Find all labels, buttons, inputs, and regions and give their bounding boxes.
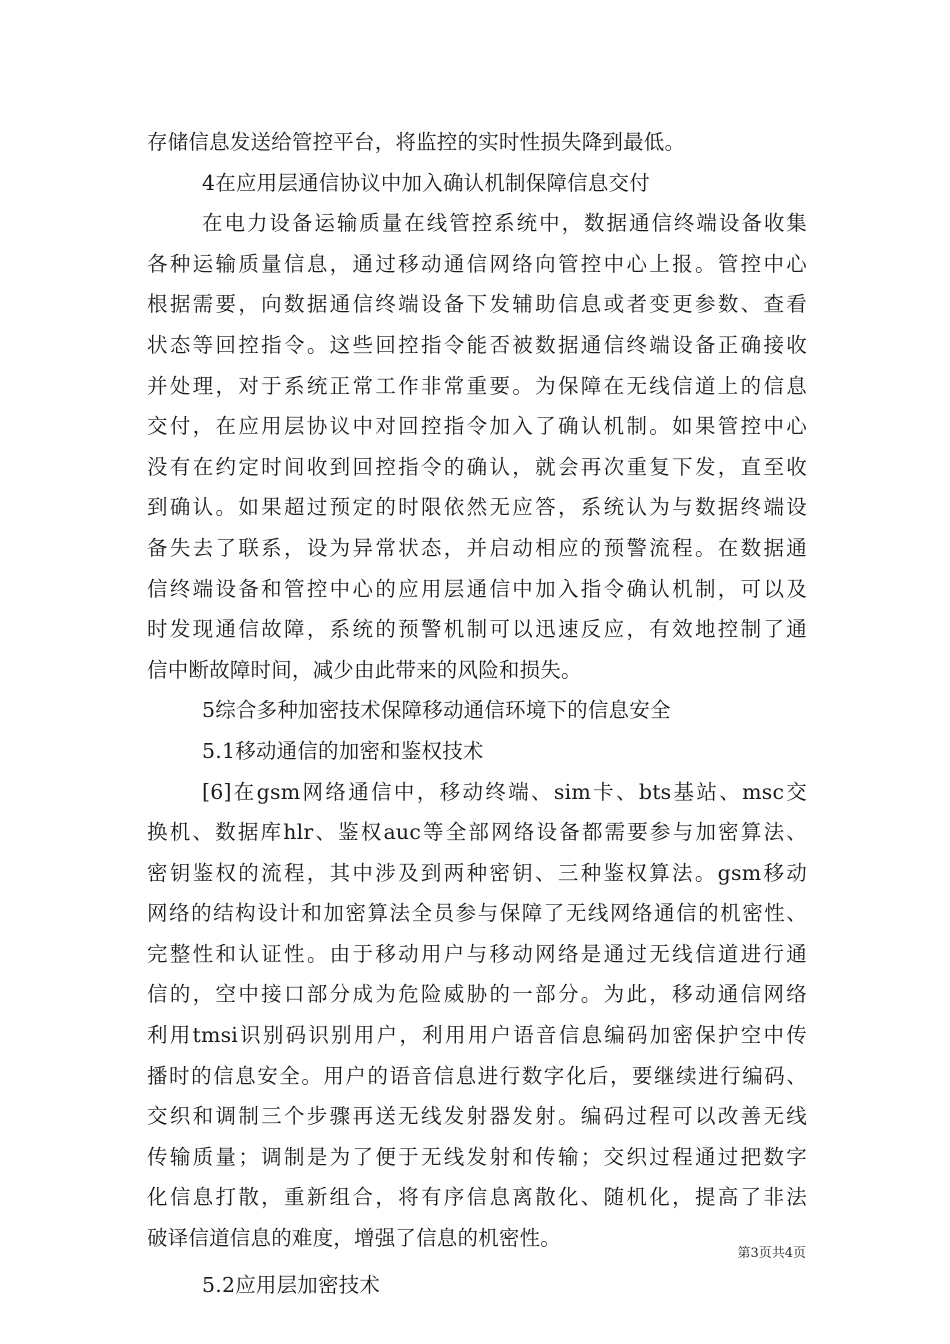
paragraph-line: 化信息打散，重新组合，将有序信息离散化、随机化，提高了非法 (147, 1185, 807, 1210)
paragraph-line: 利用tmsi识别码识别用户，利用用户语音信息编码加密保护空中传 (147, 1023, 807, 1048)
paragraph-line: [6]在gsm网络通信中，移动终端、sim卡、bts基站、msc交 (202, 779, 807, 804)
paragraph-line: 交付，在应用层协议中对回控指令加入了确认机制。如果管控中心 (147, 414, 807, 439)
paragraph-line: 网络的结构设计和加密算法全员参与保障了无线网络通信的机密性、 (147, 901, 807, 926)
subsection-heading: 5.2应用层加密技术 (202, 1272, 381, 1297)
page-number-footer: 第3页共4页 (737, 1246, 806, 1261)
paragraph-line: 播时的信息安全。用户的语音信息进行数字化后，要继续进行编码、 (147, 1063, 807, 1088)
section-heading: 4在应用层通信协议中加入确认机制保障信息交付 (202, 170, 650, 195)
paragraph-line: 备失去了联系，设为异常状态，并启动相应的预警流程。在数据通 (147, 535, 807, 560)
paragraph-line: 时发现通信故障，系统的预警机制可以迅速反应，有效地控制了通 (147, 617, 807, 642)
subsection-heading: 5.1移动通信的加密和鉴权技术 (202, 738, 484, 763)
paragraph-line: 交织和调制三个步骤再送无线发射器发射。编码过程可以改善无线 (147, 1104, 807, 1129)
paragraph-line: 存储信息发送给管控平台，将监控的实时性损失降到最低。 (147, 130, 686, 154)
section-heading: 5综合多种加密技术保障移动通信环境下的信息安全 (202, 698, 671, 723)
paragraph-line: 破译信道信息的难度，增强了信息的机密性。 (147, 1226, 561, 1251)
paragraph-line: 没有在约定时间收到回控指令的确认，就会再次重复下发，直至收 (147, 454, 807, 479)
paragraph-line: 在电力设备运输质量在线管控系统中，数据通信终端设备收集 (202, 211, 807, 236)
paragraph-line: 到确认。如果超过预定的时限依然无应答，系统认为与数据终端设 (147, 495, 807, 520)
document-body (147, 122, 807, 1305)
paragraph-line: 根据需要，向数据通信终端设备下发辅助信息或者变更参数、查看 (147, 292, 807, 317)
paragraph-line: 传输质量；调制是为了便于无线发射和传输；交织过程通过把数字 (147, 1144, 807, 1169)
paragraph-line: 完整性和认证性。由于移动用户与移动网络是通过无线信道进行通 (147, 941, 807, 966)
paragraph-line: 信的，空中接口部分成为危险威胁的一部分。为此，移动通信网络 (147, 982, 807, 1007)
paragraph-line: 状态等回控指令。这些回控指令能否被数据通信终端设备正确接收 (147, 332, 807, 357)
paragraph-line: 并处理，对于系统正常工作非常重要。为保障在无线信道上的信息 (147, 373, 807, 398)
paragraph-line: 各种运输质量信息，通过移动通信网络向管控中心上报。管控中心 (147, 251, 807, 276)
paragraph-line: 换机、数据库hlr、鉴权auc等全部网络设备都需要参与加密算法、 (147, 820, 807, 845)
paragraph-line: 信中断故障时间，减少由此带来的风险和损失。 (147, 657, 582, 682)
paragraph-line: 信终端设备和管控中心的应用层通信中加入指令确认机制，可以及 (147, 576, 807, 601)
paragraph-line: 密钥鉴权的流程，其中涉及到两种密钥、三种鉴权算法。gsm移动 (147, 860, 807, 885)
